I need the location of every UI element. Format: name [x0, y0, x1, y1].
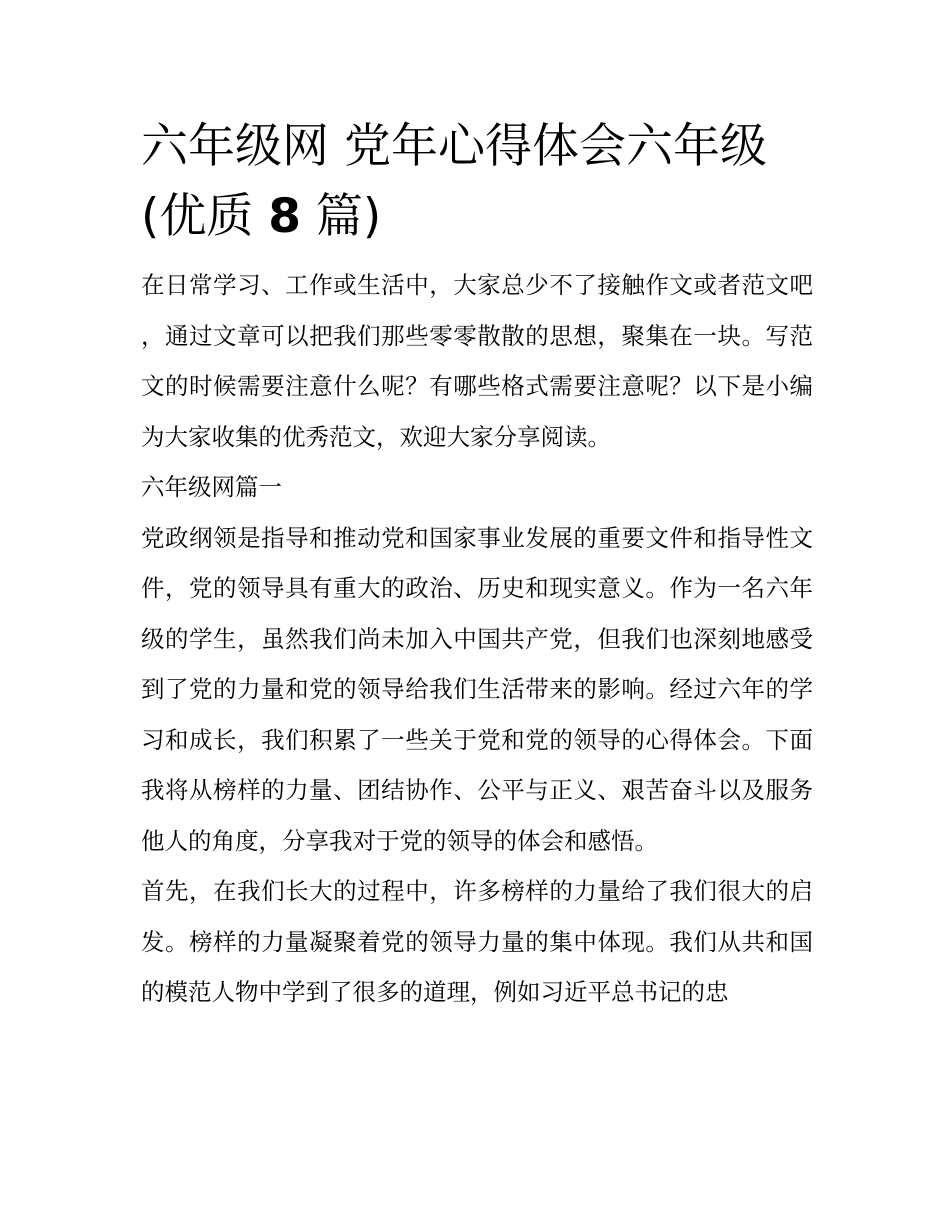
title-line-2-prefix: (优质 [141, 189, 269, 244]
body-paragraph-1: 党政纲领是指导和推动党和国家事业发展的重要文件和指导性文件，党的领导具有重大的政治、历史和现实意义。作为一名六年级的学生，虽然我们尚未加入中国共产党，但我们也深刻地感受到了党的力量和党的领导给我们生活带来的影响。经过六年的学习和成长，我们积累了一些关于党和党的领导的心得体会。下面我将从榜样的力量、团结协作、公平与正义、艰苦奋斗以及服务他人的角度，分享我对于党的领导的体会和感悟。 [141, 523, 813, 855]
intro-paragraph: 在日常学习、工作或生活中，大家总少不了接触作文或者范文吧，通过文章可以把我们那些零零散散的思想，聚集在一块。写范文的时候需要注意什么呢？有哪些格式需要注意呢？以下是小编为大家收集的优秀范文，欢迎大家分享阅读。 [141, 271, 813, 451]
document-content [141, 112, 813, 1018]
title-line-1: 六年级网 党年心得体会六年级 [141, 119, 767, 174]
section-heading: 六年级网篇一 [141, 473, 282, 501]
document-title [141, 112, 813, 252]
body-paragraph-2: 首先，在我们长大的过程中，许多榜样的力量给了我们很大的启发。榜样的力量凝聚着党的领导力量的集中体现。我们从共和国的模范人物中学到了很多的道理，例如习近平总书记的忠 [141, 877, 813, 1006]
title-line-2-number: 8 [268, 189, 301, 244]
title-line-2-suffix: 篇) [300, 189, 382, 244]
